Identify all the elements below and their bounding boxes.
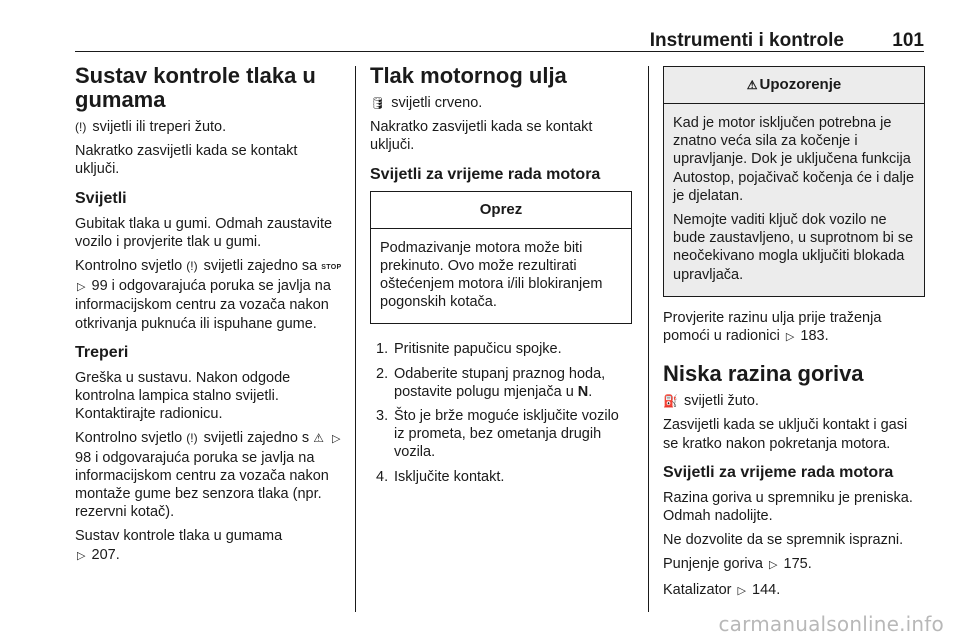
list-item: 3. Što je brže moguće isključite vozilo iz prometa, bez ometanja drugih vozila. [376,408,619,461]
column-fuel [663,64,925,606]
text: 144. [752,581,781,598]
text: 98 i odgovarajuća poruka se javlja na informacijskom centru za vozača nakon montaže gume bez senzora tlaka (npr. rezervni kotač). [75,449,329,521]
text: Kontrolno svjetlo [75,430,183,447]
warning-header [664,67,924,104]
column-tire-pressure [75,64,343,571]
text: svijetli ili treperi žuto. [92,119,227,135]
column-divider-1 [355,66,356,612]
section-heading-tire-pressure: Sustav kontrole tlaka u gumama [75,63,316,112]
paragraph [663,581,925,600]
triangle-right-icon[interactable]: ▷ [737,584,747,597]
text: svijetli crveno. [391,95,483,111]
paragraph [75,527,343,564]
subheading-engine-running: Svijetli za vrijeme rada motora [663,463,894,481]
fuel-pump-icon: ⛽ [663,394,678,409]
paragraph [370,94,632,112]
paragraph: Greška u sustavu. Nakon odgode kontrolna lampica stalno svijetli. Kontaktirajte radionicu. [75,369,291,423]
service-vehicle-icon: ⚠ [313,431,324,446]
text: Sustav kontrole tlaka u gumama [75,528,283,545]
list-item: 4. Isključite kontakt. [376,468,505,485]
warning-box [663,66,925,297]
warning-text: Nemojte vaditi ključ dok vozilo ne bude zaustavljeno, u suprotnom bi se neočekivano mogla uključiti blokada upravljača. [673,212,914,283]
stop-icon: STOP [321,264,342,272]
warning-title: Upozorenje [759,76,842,93]
steps-list [370,340,632,485]
text: svijetli žuto. [683,393,759,410]
caution-text: Podmazivanje motora može biti prekinuto. Ovo može rezultirati oštećenjem motora i/ili blokiranjem pogonskih kotača. [380,239,603,311]
paragraph: Gubitak tlaka u gumi. Odmah zaustavite vozilo i provjerite tlak u gumi. [75,215,333,250]
paragraph: Razina goriva u spremniku je preniska. Odmah nadolijte. [663,489,913,525]
tire-pressure-warning-icon: (!) [75,120,87,134]
page-number: 101 [892,30,924,51]
list-item: 1. Pritisnite papučicu spojke. [376,341,562,358]
tire-pressure-warning-icon: (!) [186,431,198,446]
paragraph: Ne dozvolite da se spremnik isprazni. [663,532,904,549]
list-item: 2. Odaberite stupanj praznog hoda, postavite polugu mjenjača u N. [376,365,606,400]
column-divider-2 [648,66,649,612]
watermark: carmanualsonline.info [718,612,944,636]
text: 99 i odgovarajuća poruka se javlja na informacijskom centru za vozača nakon otkrivanja puknuća ili ispuhane gume. [75,278,331,332]
warning-triangle-icon: ⚠ [746,78,758,92]
paragraph [663,392,925,410]
paragraph: Nakratko zasvijetli kada se kontakt uključi. [75,143,298,178]
triangle-right-icon[interactable]: ▷ [769,559,778,572]
paragraph [75,429,343,521]
text: Punjenje goriva [663,556,763,573]
triangle-right-icon[interactable]: ▷ [77,549,86,562]
paragraph: Nakratko zasvijetli kada se kontakt uključi. [370,119,593,154]
section-heading-oil-pressure: Tlak motornog ulja [370,63,567,88]
triangle-right-icon[interactable]: ▷ [785,331,795,344]
subheading-treperi: Treperi [75,343,129,361]
paragraph: Zasvijetli kada se uključi kontakt i gasi se kratko nakon pokretanja motora. [663,417,908,452]
text: Kontrolno svjetlo [75,258,183,275]
triangle-right-icon[interactable]: ▷ [77,281,86,294]
oil-can-icon: 🛢 [370,96,386,110]
paragraph [663,309,925,346]
page-header-title: Instrumenti i kontrole [649,30,844,51]
paragraph [75,118,343,136]
column-oil-pressure [370,64,632,492]
text: svijetli zajedno sa [203,258,318,275]
subheading-engine-running: Svijetli za vrijeme rada motora [370,165,601,183]
tire-pressure-warning-icon: (!) [186,259,198,274]
triangle-right-icon[interactable]: ▷ [332,433,341,446]
text: 183. [800,328,829,345]
warning-text: Kad je motor isključen potrebna je znatno veća sila za kočenje i upravljanje. Dok je uključena funkcija Autostop, pojačivač kočenja će i dalje je djelatan. [673,115,915,204]
text: 207. [91,546,120,563]
section-heading-low-fuel: Niska razina goriva [663,361,864,387]
subheading-svijetli: Svijetli [75,189,127,207]
caution-title: Oprez [371,192,631,229]
header-divider [75,51,924,52]
paragraph [663,555,925,574]
text: 175. [783,556,812,573]
caution-box [370,191,632,325]
paragraph [75,257,343,333]
gear-neutral-label: N [577,383,589,400]
text: svijetli zajedno s [203,430,310,447]
text: Provjerite razinu ulja prije traženja pomoći u radionici [663,309,882,345]
text: Katalizator [663,581,732,598]
